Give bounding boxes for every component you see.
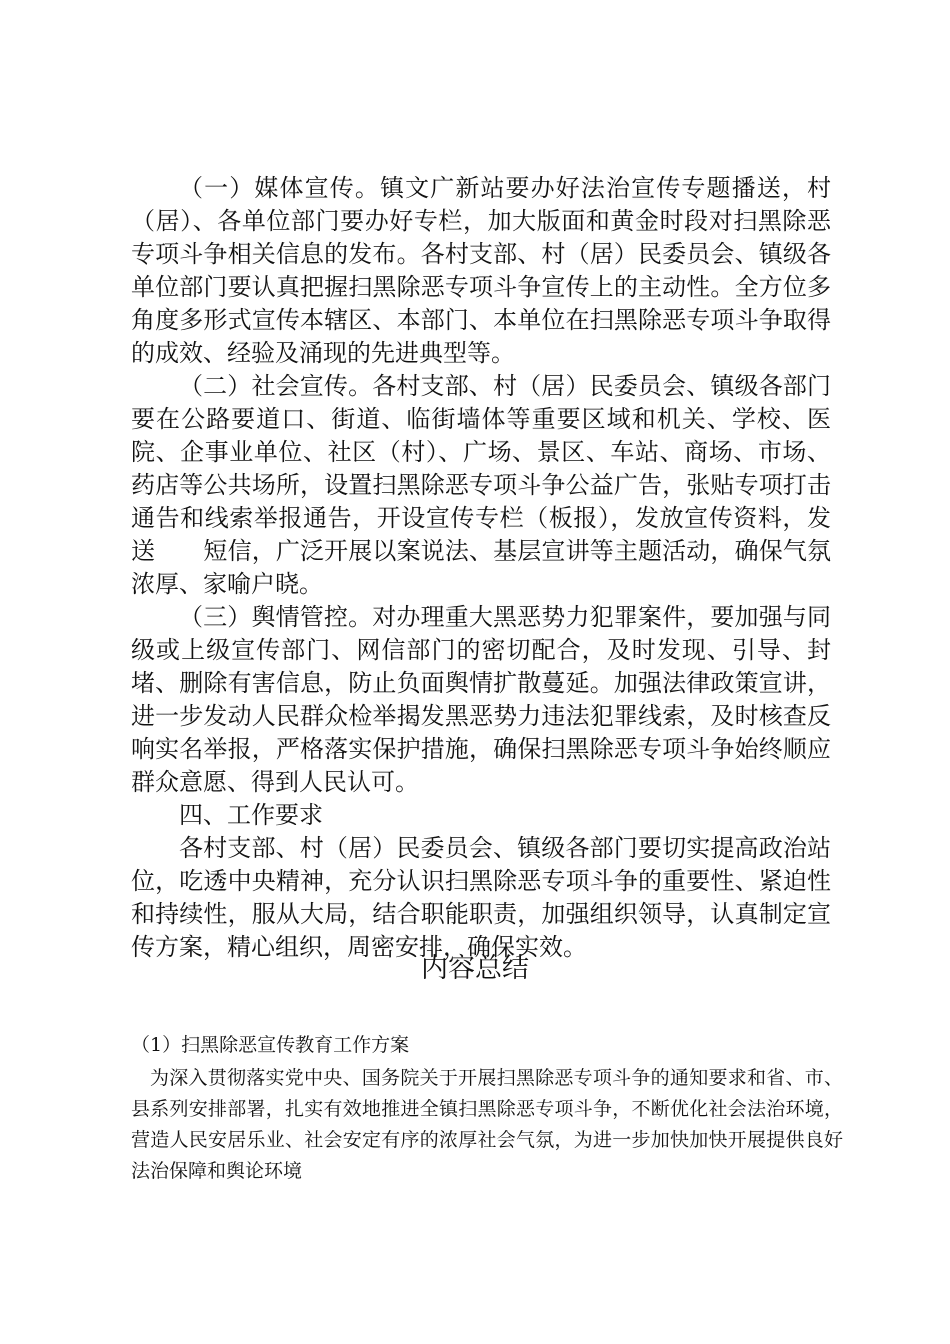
paragraph-public-opinion: （三）舆情管控。对办理重大黑恶势力犯罪案件，要加强与同级或上级宣传部门、网信部门的密切配合，及时发现、引导、封堵、删除有害信息，防止负面舆情扩散蔓延。加强法律政策宣讲，进一步发动人民群众检举揭发黑恶势力违法犯罪线索，及时核查反响实名举报，严格落实保护措施，确保扫黑除恶专项斗争始终顺应群众意愿、得到人民认可。 <box>131 603 831 796</box>
summary-section <box>131 1030 843 1187</box>
section-heading-work-requirements: 四、工作要求 <box>179 801 323 829</box>
paragraph-media-publicity: （一）媒体宣传。镇文广新站要办好法治宣传专题播送，村（居）、各单位部门要办好专栏，加大版面和黄金时段对扫黑除恶专项斗争相关信息的发布。各村支部、村（居）民委员会、镇级各单位部门要认真把握扫黑除恶专项斗争宣传上的主动性。全方位多角度多形式宣传本辖区、本部门、本单位在扫黑除恶专项斗争取得的成效、经验及涌现的先进典型等。 <box>131 174 831 367</box>
paragraph-social-publicity: （二）社会宣传。各村支部、村（居）民委员会、镇级各部门要在公路要道口、街道、临街墙体等重要区域和机关、学校、医院、企事业单位、社区（村）、广场、景区、车站、商场、市场、药店等公共场所，设置扫黑除恶专项斗争公益广告，张贴专项打击通告和线索举报通告，开设宣传专栏（板报），发放宣传资料，发送 短信，广泛开展以案说法、基层宣讲等主题活动，确保气氛浓厚、家喻户晓。 <box>131 372 831 598</box>
summary-title: 内容总结 <box>421 953 529 984</box>
summary-paragraph: 为深入贯彻落实党中央、国务院关于开展扫黑除恶专项斗争的通知要求和省、市、县系列安排部署，扎实有效地推进全镇扫黑除恶专项斗争，不断优化社会法治环境，营造人民安居乐业、社会安定有序的浓厚社会气氛，为进一步加快加快开展提供良好法治保障和舆论环境 <box>131 1067 843 1182</box>
main-body <box>131 172 831 964</box>
paragraph-work-requirements: 各村支部、村（居）民委员会、镇级各部门要切实提高政治站位，吃透中央精神，充分认识扫黑除恶专项斗争的重要性、紧迫性和持续性，服从大局，结合职能职责，加强组织领导，认真制定宣传方案，精心组织，周密安排，确保实效。 <box>131 834 831 961</box>
summary-subtitle: （1）扫黑除恶宣传教育工作方案 <box>131 1034 410 1056</box>
